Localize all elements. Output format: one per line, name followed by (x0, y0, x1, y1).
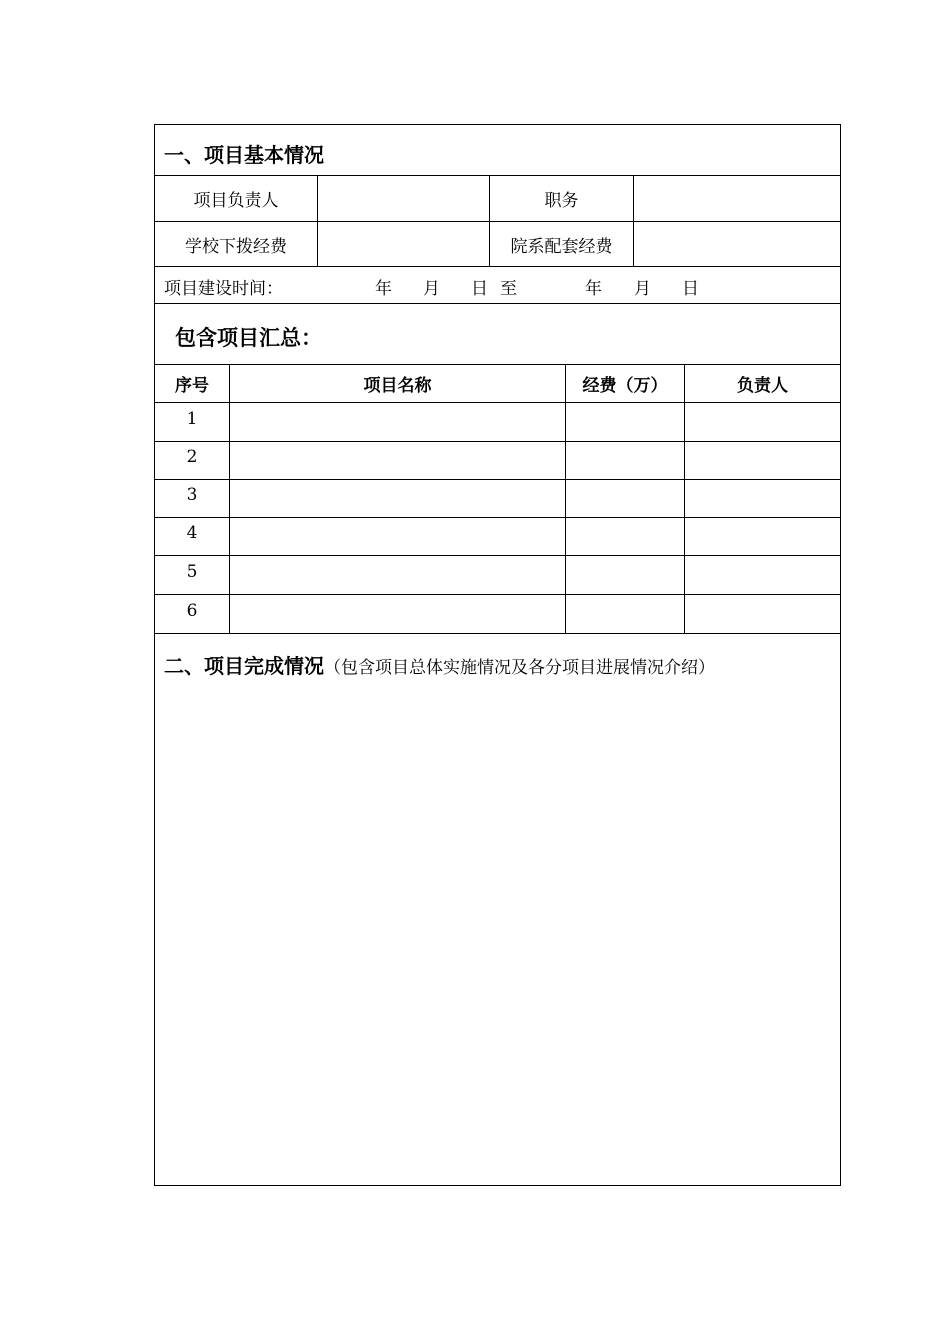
period-label: 项目建设时间： (164, 279, 283, 299)
period-row (155, 267, 840, 304)
leader-row (155, 176, 840, 222)
row-name-field[interactable] (230, 480, 565, 517)
table-row (155, 480, 840, 518)
table-row (155, 556, 840, 595)
period-to: 至 (500, 279, 517, 299)
row-no: 5 (186, 562, 198, 582)
section1-title: 一、项目基本情况 (164, 143, 324, 167)
dept-funds-label: 院系配套经费 (510, 236, 613, 257)
period-month-end: 月 (634, 279, 651, 299)
section2-title: 二、项目完成情况 (164, 654, 324, 678)
header-name: 项目名称 (363, 376, 432, 396)
row-funds-field[interactable] (566, 403, 684, 441)
table-row (155, 403, 840, 442)
period-day-start: 日 (471, 279, 488, 299)
row-owner-field[interactable] (685, 556, 840, 594)
section2-block (155, 634, 840, 1185)
section2-body-field[interactable] (164, 690, 831, 1175)
table-row (155, 595, 840, 634)
section2-note: （包含项目总体实施情况及各分项目进展情况介绍） (324, 658, 715, 678)
header-funds: 经费（万） (582, 376, 668, 396)
section2-heading (164, 650, 715, 679)
row-owner-field[interactable] (685, 518, 840, 555)
summary-title: 包含项目汇总： (175, 326, 322, 350)
leader-field[interactable] (318, 176, 489, 221)
table-row (155, 442, 840, 480)
row-no: 4 (186, 523, 198, 543)
header-owner: 负责人 (737, 376, 788, 396)
summary-header-row (155, 365, 840, 403)
school-funds-field[interactable] (318, 222, 489, 266)
dept-funds-field[interactable] (634, 222, 840, 266)
period-month-start: 月 (423, 279, 440, 299)
leader-label: 项目负责人 (193, 191, 279, 211)
period-year-start: 年 (375, 279, 392, 299)
period-year-end: 年 (585, 279, 602, 299)
row-no: 6 (186, 601, 198, 621)
row-owner-field[interactable] (685, 480, 840, 517)
row-funds-field[interactable] (566, 595, 684, 633)
header-no: 序号 (175, 376, 209, 396)
row-no: 3 (186, 485, 198, 505)
position-label: 职务 (544, 191, 579, 211)
summary-title-row (155, 304, 840, 365)
row-owner-field[interactable] (685, 442, 840, 479)
section1-title-row (155, 125, 840, 176)
period-day-end: 日 (682, 279, 699, 299)
row-funds-field[interactable] (566, 480, 684, 517)
table-row (155, 518, 840, 556)
funds-row (155, 222, 840, 267)
row-owner-field[interactable] (685, 595, 840, 633)
row-name-field[interactable] (230, 518, 565, 555)
row-name-field[interactable] (230, 442, 565, 479)
row-owner-field[interactable] (685, 403, 840, 441)
project-report-form (154, 124, 841, 1186)
row-name-field[interactable] (230, 403, 565, 441)
row-funds-field[interactable] (566, 556, 684, 594)
row-funds-field[interactable] (566, 442, 684, 479)
row-no: 1 (186, 409, 198, 429)
school-funds-label: 学校下拨经费 (185, 236, 287, 257)
row-no: 2 (186, 447, 198, 467)
row-name-field[interactable] (230, 556, 565, 594)
row-funds-field[interactable] (566, 518, 684, 555)
position-field[interactable] (634, 176, 840, 221)
row-name-field[interactable] (230, 595, 565, 633)
